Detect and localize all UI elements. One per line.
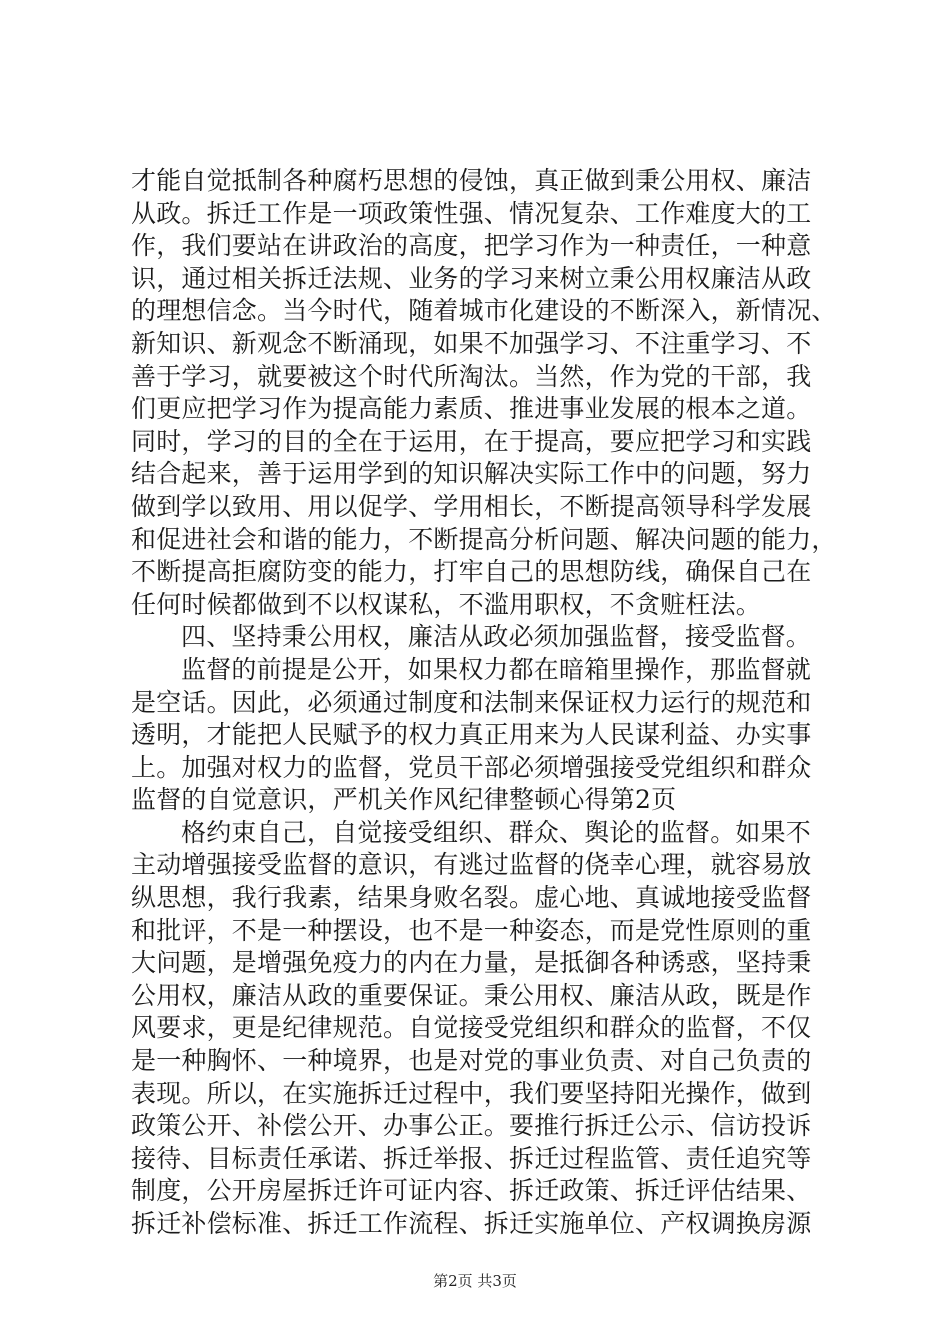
text-line: 新知识、新观念不断涌现，如果不加强学习、不注重学习、不: [131, 328, 812, 358]
text-line: 主动增强接受监督的意识，有逃过监督的侥幸心理，就容易放: [131, 850, 812, 880]
text-line: 识，通过相关拆迁法规、业务的学习来树立秉公用权廉洁从政: [131, 263, 812, 293]
text-line: 和批评，不是一种摆设，也不是一种姿态，而是党性原则的重: [131, 915, 812, 945]
text-line: 风要求，更是纪律规范。自觉接受党组织和群众的监督，不仅: [131, 1013, 812, 1043]
page-footer: 第2页 共3页: [433, 1272, 517, 1290]
text-line: 结合起来，善于运用学到的知识解决实际工作中的问题，努力: [131, 459, 812, 489]
text-line: 善于学习，就要被这个时代所淘汰。当然，作为党的干部，我: [131, 361, 812, 391]
text-line: 表现。所以，在实施拆迁过程中，我们要坚持阳光操作，做到: [131, 1078, 812, 1108]
text-line: 不断提高拒腐防变的能力，打牢自己的思想防线，确保自己在: [131, 557, 812, 587]
text-line: 和促进社会和谐的能力，不断提高分析问题、解决问题的能力，: [131, 524, 837, 554]
text-line: 是空话。因此，必须通过制度和法制来保证权力运行的规范和: [131, 687, 812, 717]
text-line: 四、坚持秉公用权，廉洁从政必须加强监督，接受监督。: [181, 622, 812, 652]
text-line: 公用权，廉洁从政的重要保证。秉公用权、廉洁从政，既是作: [131, 980, 812, 1010]
text-line: 制度，公开房屋拆迁许可证内容、拆迁政策、拆迁评估结果、: [131, 1176, 812, 1206]
text-line: 才能自觉抵制各种腐朽思想的侵蚀，真正做到秉公用权、廉洁: [131, 166, 812, 195]
text-line: 做到学以致用、用以促学、学用相长，不断提高领导科学发展: [131, 491, 812, 521]
text-line: 透明，才能把人民赋予的权力真正用来为人民谋利益、办实事: [131, 720, 812, 750]
text-line: 上。加强对权力的监督，党员干部必须增强接受党组织和群众: [131, 752, 812, 782]
text-line: 监督的前提是公开，如果权力都在暗箱里操作，那监督就: [181, 654, 812, 684]
text-line: 接待、目标责任承诺、拆迁举报、拆迁过程监管、责任追究等: [131, 1143, 812, 1173]
text-line: 们更应把学习作为提高能力素质、推进事业发展的根本之道。: [131, 394, 812, 424]
text-line: 政策公开、补偿公开、办事公正。要推行拆迁公示、信访投诉: [131, 1111, 812, 1141]
text-line: 拆迁补偿标准、拆迁工作流程、拆迁实施单位、产权调换房源: [131, 1209, 812, 1238]
body-text: [131, 165, 837, 1241]
text-line: 纵思想，我行我素，结果身败名裂。虚心地、真诚地接受监督: [131, 883, 812, 913]
text-line: 格约束自己，自觉接受组织、群众、舆论的监督。如果不: [181, 817, 812, 847]
text-line: 监督的自觉意识，严机关作风纪律整顿心得第2页: [131, 785, 677, 815]
text-line: 是一种胸怀、一种境界，也是对党的事业负责、对自己负责的: [131, 1046, 812, 1076]
text-line: 的理想信念。当今时代，随着城市化建设的不断深入，新情况、: [131, 296, 837, 326]
text-line: 大问题，是增强免疫力的内在力量，是抵御各种诱惑，坚持秉: [131, 948, 812, 978]
text-line: 同时，学习的目的全在于运用，在于提高，要应把学习和实践: [131, 426, 812, 456]
text-line: 作，我们要站在讲政治的高度，把学习作为一种责任，一种意: [131, 231, 812, 261]
text-line: 任何时候都做到不以权谋私，不滥用职权，不贪赃枉法。: [131, 589, 762, 619]
text-line: 从政。拆迁工作是一项政策性强、情况复杂、工作难度大的工: [131, 198, 812, 228]
